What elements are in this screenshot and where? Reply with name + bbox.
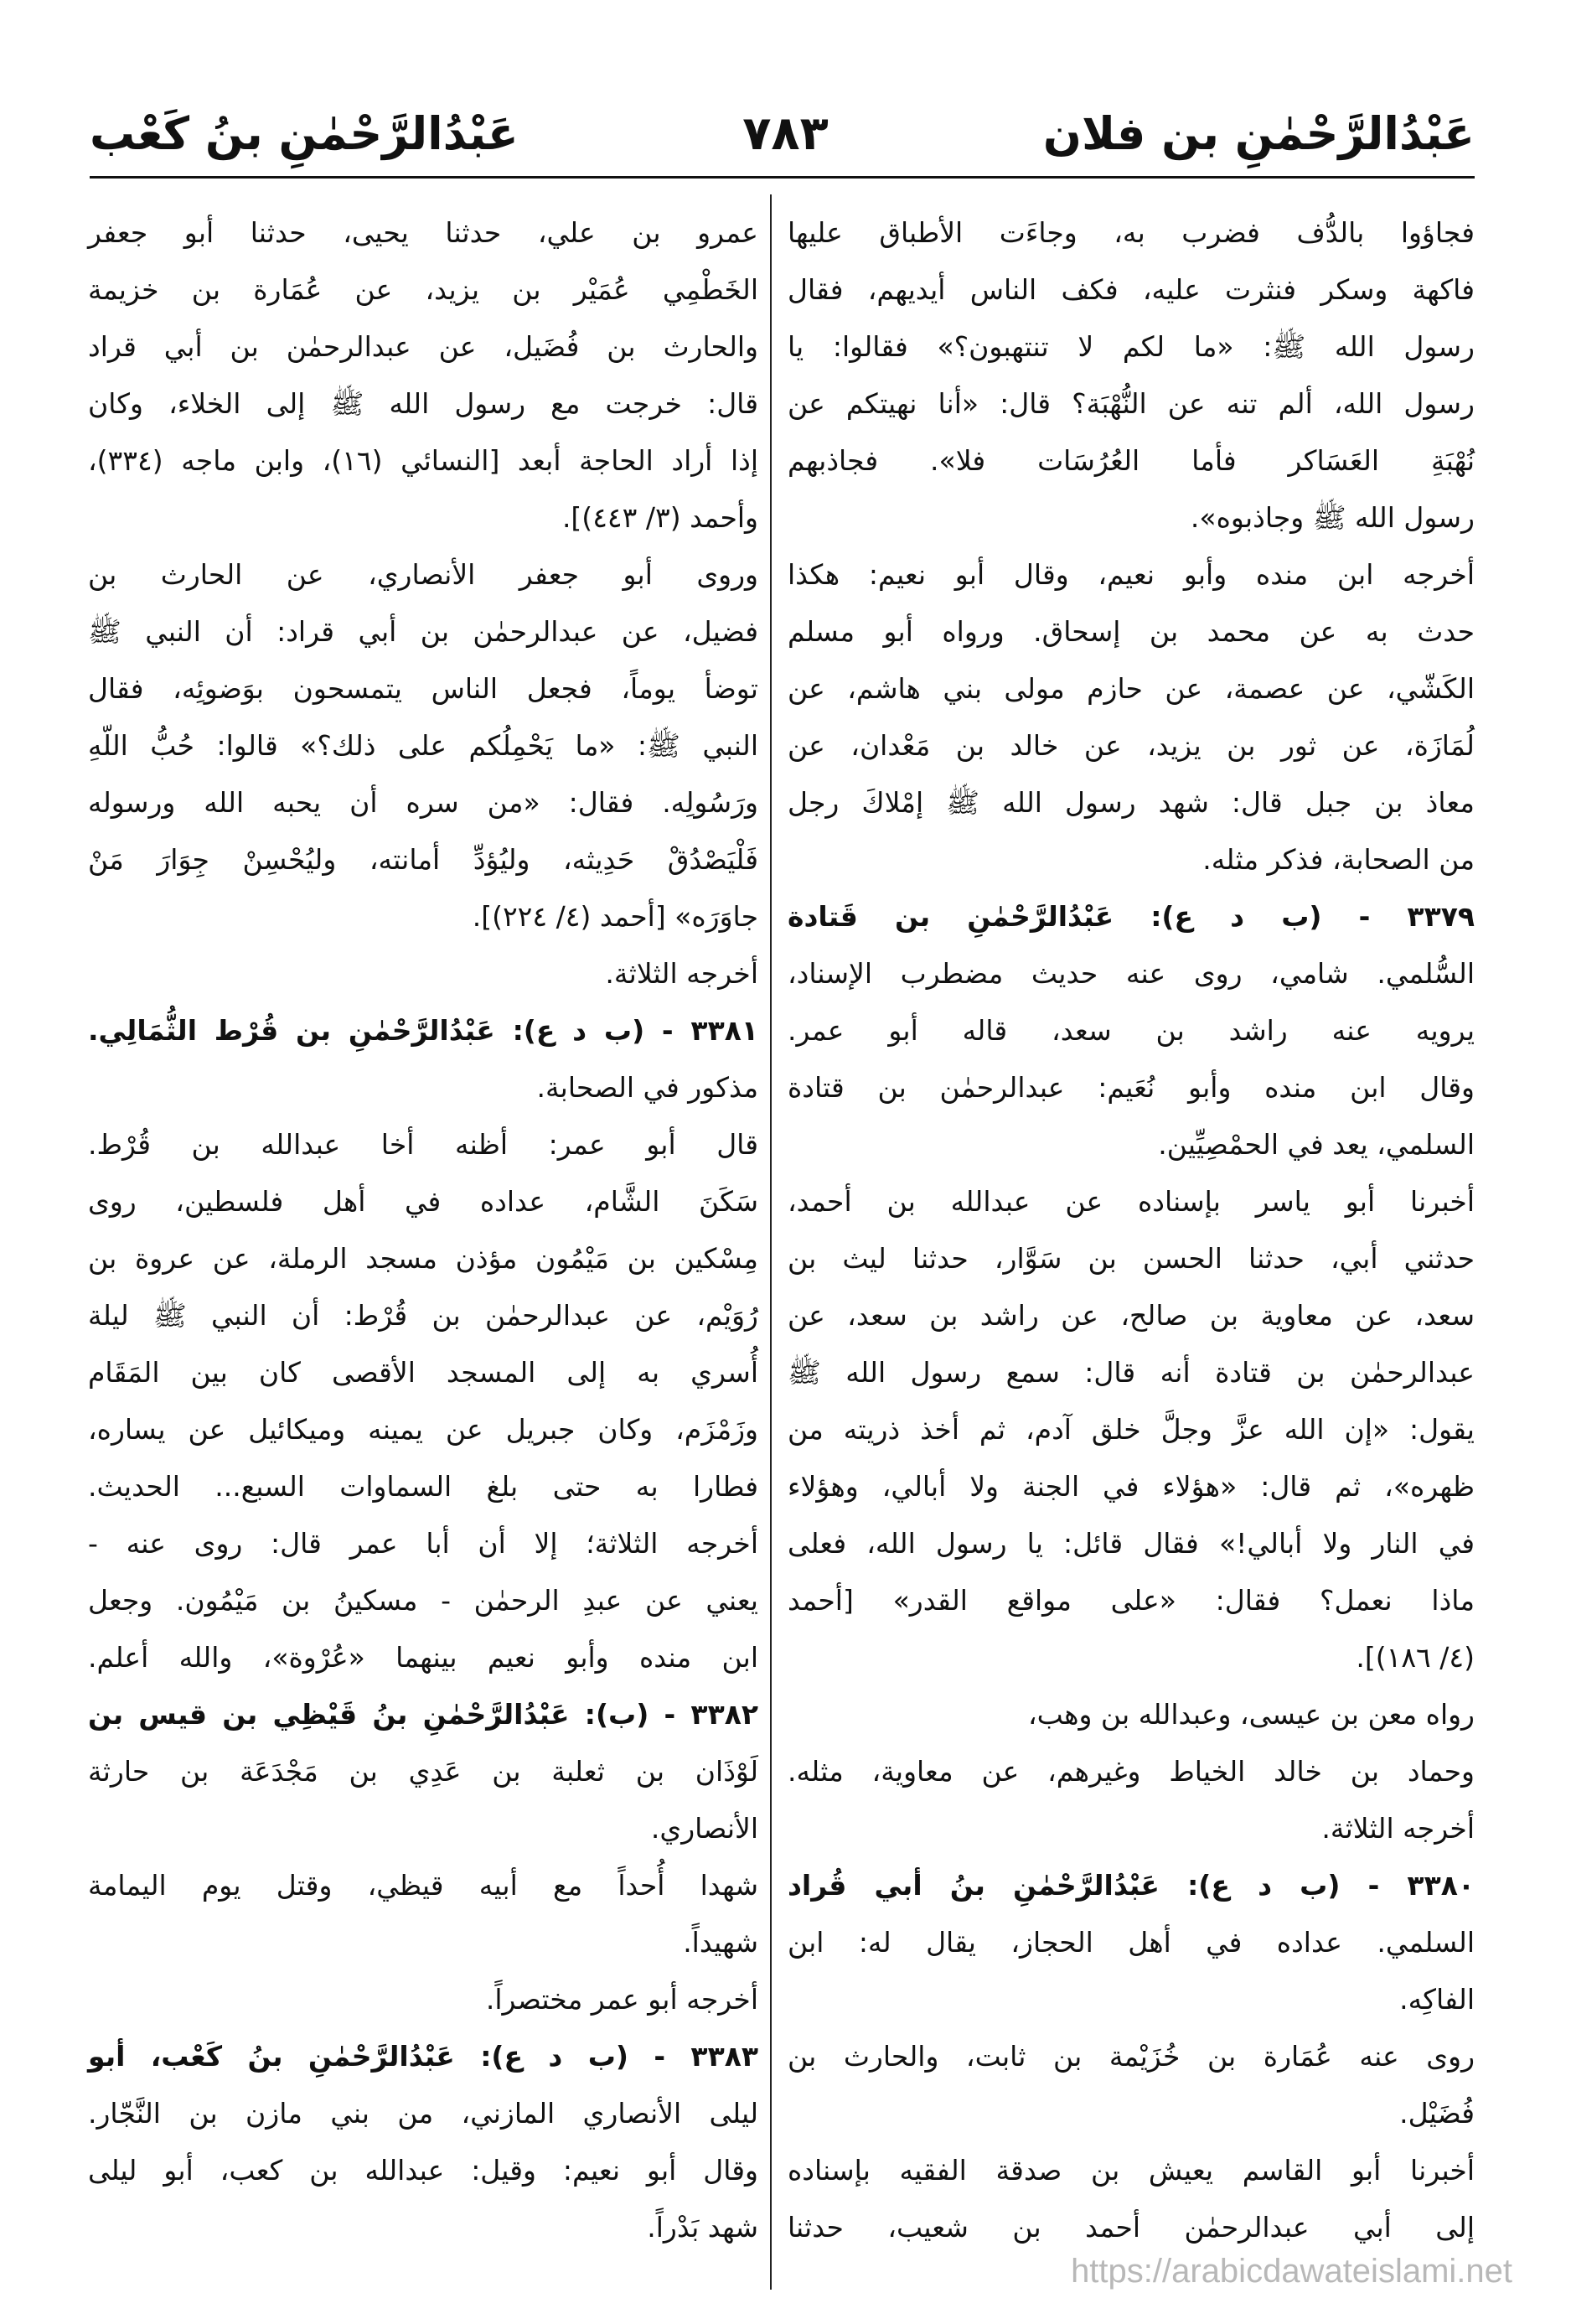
text-line: من الصحابة، فذكر مثله. [1202,843,1475,876]
text-line: يقول: «إن الله عزَّ وجلَّ خلق آدم، ثم أخذ ذريته من [788,1413,1475,1446]
text-line: أخرجه أبو عمر مختصراً. [485,1983,758,2016]
text-line: ليلى الأنصاري المازني، من بني مازن بن النَّجّار. [88,2097,758,2130]
text-line: رواه معن بن عيسى، وعبدالله بن وهب، [1028,1698,1475,1731]
running-head-left: عَبْدُالرَّحْمٰنِ بنُ كَعْب [90,107,519,160]
text-line: إلى أبي عبدالرحمٰن أحمد بن شعيب، حدثنا [788,2211,1475,2244]
text-line: قال أبو عمر: أظنه أخا عبدالله بن قُرْط. [88,1128,758,1161]
left-column [88,204,758,2256]
text-line: قال: خرجت مع رسول الله ﷺ إلى الخلاء، وكان [88,387,758,420]
text-line: مذكور في الصحابة. [536,1071,758,1104]
text-line: أخبرنا أبو ياسر بإسناده عن عبدالله بن أحمد، [788,1185,1475,1218]
text-line: فُضَيْل. [1399,2097,1475,2130]
text-line: لُمَازَة، عن ثور بن يزيد، عن خالد بن مَعْدان، عن [788,729,1475,762]
text-line: أخبرنا أبو القاسم يعيش بن صدقة الفقيه بإسناده [788,2154,1475,2187]
text-line: يعني عن عبدِ الرحمٰن - مسكينُ بن مَيْمُون. وجعل [88,1584,758,1617]
text-line: وروى أبو جعفر الأنصاري، عن الحارث بن [88,558,758,591]
text-line: الأنصاري. [650,1812,758,1845]
text-line: رسول الله، ألم تنه عن النُّهْبَة؟ قال: «أنا نهيتكم عن [788,387,1475,420]
text-line: لَوْذَان بن ثعلبة بن عَدِي بن مَجْدَعَة بن حارثة [88,1755,758,1788]
text-line: الكَشّي، عن عصمة، عن حازم مولى بني هاشم، عن [788,672,1475,705]
text-line: ورَسُولِه. فقال: «من سره أن يحبه الله ورسوله [88,786,758,819]
text-line: مِسْكين بن مَيْمُون مؤذن مسجد الرملة، عن عروة بن [88,1242,758,1275]
text-line: والحارث بن فُضَيل، عن عبدالرحمٰن بن أبي قراد [88,330,758,363]
text-line: شهد بَدْراً. [647,2211,758,2244]
text-line: (٤/ ١٨٦)]. [1356,1641,1475,1674]
text-line: فاكهة وسكر فنثرت عليه، فكف الناس أيديهم، فقال [788,273,1475,306]
text-line: شهيداً. [683,1926,758,1959]
text-line: عبدالرحمٰن بن قتادة أنه قال: سمع رسول الله ﷺ [788,1356,1475,1389]
text-line: إذا أراد الحاجة أبعد [النسائي (١٦)، وابن ماجه (٣٣٤)، [88,444,758,477]
text-line: ٣٣٧٩ - (ب د ع): عَبْدُالرَّحْمٰنِ بن قَتادة [788,900,1475,933]
text-line: فضيل، عن عبدالرحمٰن بن أبي قراد: أن النبي ﷺ [88,615,758,648]
text-line: فطارا به حتى بلغ السماوات السبع... الحديث. [88,1470,758,1503]
text-line: ٣٣٨٣ - (ب د ع): عَبْدُالرَّحْمٰنِ بنُ كَعْب، أبو [88,2040,758,2073]
page-number: ٧٨٣ [742,106,829,161]
text-line: رُوَيْم، عن عبدالرحمٰن بن قُرْط: أن النبي ﷺ ليلة [88,1299,758,1332]
right-column [788,204,1475,2256]
text-line: روى عنه عُمَارة بن خُزَيْمة بن ثابت، والحارث بن [788,2040,1475,2073]
text-line: حدثني أبي، حدثنا الحسن بن سَوَّار، حدثنا ليث بن [788,1242,1475,1275]
text-line: جاوَرَه» [أحمد (٤/ ٢٢٤)]. [472,900,758,933]
text-line: رسول الله ﷺ وجاذبوه». [1190,501,1475,534]
text-line: وزَمْزَم، وكان جبريل عن يمينه وميكائيل عن يساره، [88,1413,758,1446]
text-line: فَلْيَصْدُقْ حَدِيثه، وليُؤدِّ أمانته، وليُحْسِنْ جِوَارَ مَنْ [88,843,758,876]
text-line: سَكَنَ الشَّام، عداده في أهل فلسطين، روى [88,1185,758,1218]
text-line: حدث به عن محمد بن إسحاق. ورواه أبو مسلم [788,615,1475,648]
column-divider [770,194,772,2290]
text-line: نُهْبَةِ العَسَاكر فأما العُرُسَات فلا». فجاذبهم [788,444,1475,477]
text-line: معاذ بن جبل قال: شهد رسول الله ﷺ إمْلاكَ رجل [788,786,1475,819]
text-line: أخرجه الثلاثة. [1321,1812,1475,1845]
text-line: سعد، عن معاوية بن صالح، عن راشد بن سعد، عن [788,1299,1475,1332]
text-line: السلمي، يعد في الحمْصِيِّين. [1158,1128,1475,1161]
text-line: شهدا أُحداً مع أبيه قيظي، وقتل يوم اليمامة [88,1869,758,1902]
text-line: النبي ﷺ: «ما يَحْمِلُكم على ذلك؟» قالوا: حُبُّ اللّهِ [88,729,758,762]
text-line: فجاؤوا بالدُّف فضرب به، وجاءَت الأطباق عليها [788,216,1475,249]
header-rule [90,176,1475,179]
text-line: ظهره»، ثم قال: «هؤلاء في الجنة ولا أبالي، وهؤلاء [788,1470,1475,1503]
text-line: الخَطْمِي عُمَيْر بن يزيد، عن عُمَارة بن خزيمة [88,273,758,306]
text-line: وحماد بن خالد الخياط وغيرهم، عن معاوية، مثله. [788,1755,1475,1788]
text-line: ٣٣٨٢ - (ب): عَبْدُالرَّحْمٰنِ بنُ قَيْظِي بن قيس بن [88,1698,758,1731]
text-line: عمرو بن علي، حدثنا يحيى، حدثنا أبو جعفر [88,216,758,249]
text-line: ٣٣٨١ - (ب د ع): عَبْدُالرَّحْمٰنِ بن قُرْط الثُّمَالِي. [88,1014,758,1047]
text-line: ٣٣٨٠ - (ب د ع): عَبْدُالرَّحْمٰنِ بنُ أبي قُراد [788,1869,1475,1902]
text-line: رسول الله ﷺ: «ما لكم لا تنتهبون؟» فقالوا: يا [788,330,1475,363]
text-line: السُّلمي. شامي، روى عنه حديث مضطرب الإسناد، [788,957,1475,990]
text-line: وقال أبو نعيم: وقيل: عبدالله بن كعب، أبو ليلى [88,2154,758,2187]
text-line: ابن منده وأبو نعيم بينهما «عُرْوة»، والله أعلم. [88,1641,758,1674]
text-line: الفاكِه. [1399,1983,1475,2016]
text-line: وأحمد (٣/ ٤٤٣)]. [561,501,758,534]
text-line: أُسري به إلى المسجد الأقصى كان بين المَقَام [88,1356,758,1389]
text-line: وقال ابن منده وأبو نُعَيم: عبدالرحمٰن بن قتادة [788,1071,1475,1104]
running-head-right: عَبْدُالرَّحْمٰنِ بن فلان [1042,107,1475,160]
text-line: أخرجه الثلاثة. [605,957,758,990]
text-line: يرويه عنه راشد بن سعد، قاله أبو عمر. [788,1014,1475,1047]
text-line: السلمي. عداده في أهل الحجاز، يقال له: ابن [788,1926,1475,1959]
text-line: توضأ يوماً، فجعل الناس يتمسحون بوَضوئِه، فقال [88,672,758,705]
text-line: أخرجه الثلاثة؛ إلا أن أبا عمر قال: روى عنه - [88,1527,758,1560]
watermark-url: https://arabicdawateislami.net [1071,2253,1512,2290]
text-line: أخرجه ابن منده وأبو نعيم، وقال أبو نعيم: هكذا [788,558,1475,591]
text-line: ماذا نعمل؟ فقال: «على مواقع القدر» [أحمد [788,1584,1475,1617]
text-line: في النار ولا أبالي!» فقال قائل: يا رسول الله، فعلى [788,1527,1475,1560]
